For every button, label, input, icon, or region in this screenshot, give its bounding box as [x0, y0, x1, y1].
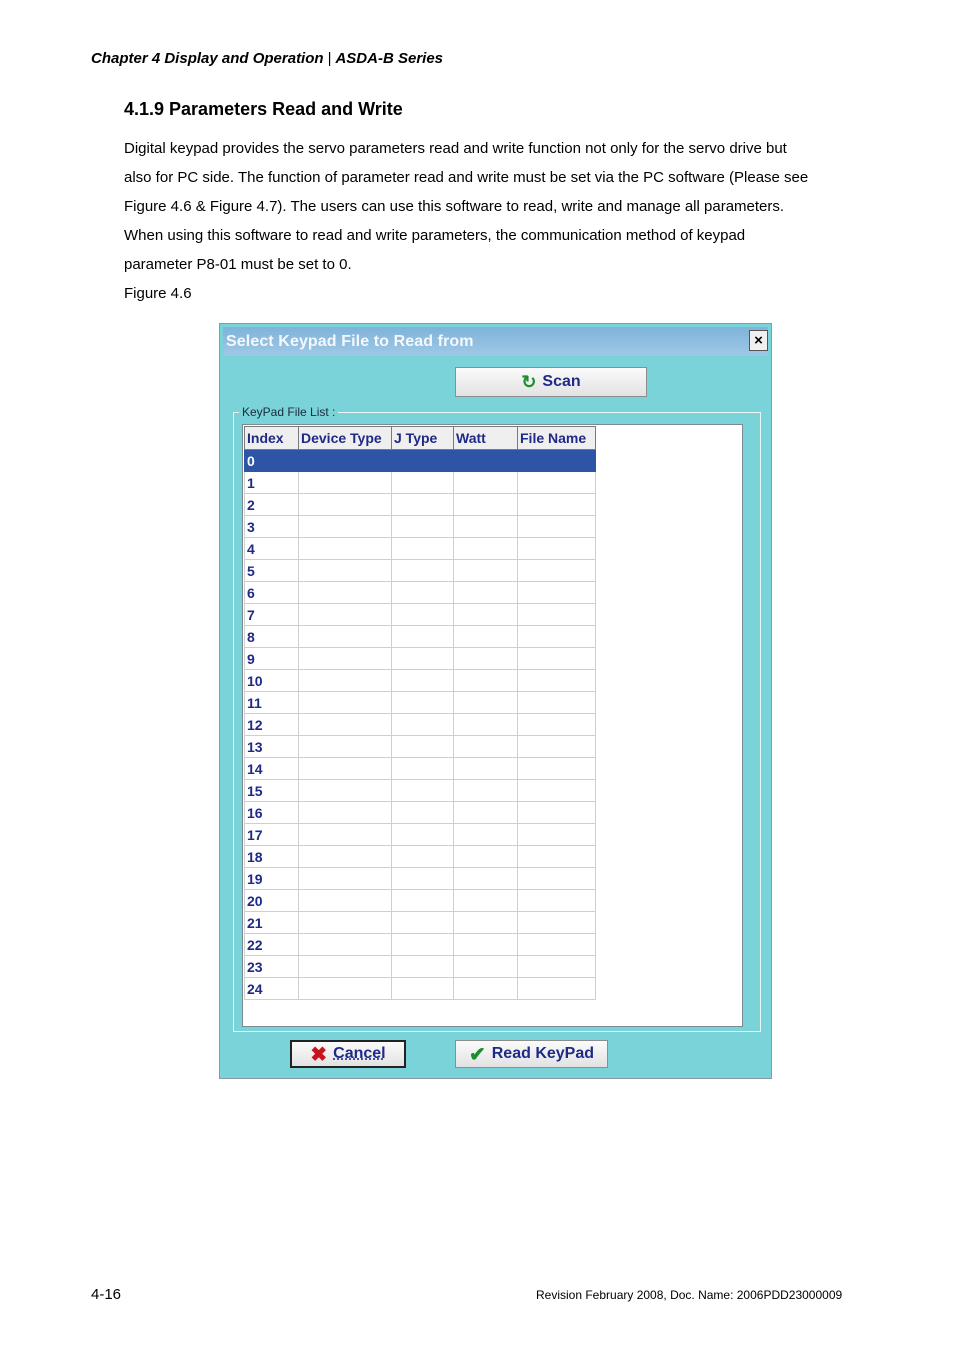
table-row[interactable] [245, 626, 596, 648]
row-cell [299, 670, 392, 692]
row-cell [392, 736, 454, 758]
dialog-title: Select Keypad File to Read from [226, 333, 474, 350]
row-cell [454, 582, 518, 604]
row-cell [299, 714, 392, 736]
table-row[interactable] [245, 868, 596, 890]
section-title: 4.1.9 Parameters Read and Write [124, 99, 403, 119]
table-row[interactable] [245, 670, 596, 692]
table-row[interactable] [245, 978, 596, 1000]
row-cell [299, 978, 392, 1000]
row-cell [392, 934, 454, 956]
x-icon: ✖ [310, 1043, 328, 1066]
row-cell [392, 956, 454, 978]
row-cell [518, 472, 596, 494]
row-cell [518, 912, 596, 934]
row-cell [454, 450, 518, 472]
table-row[interactable] [245, 934, 596, 956]
row-cell [454, 912, 518, 934]
row-index-cell: 8 [245, 626, 299, 648]
row-cell [299, 472, 392, 494]
table-row[interactable] [245, 802, 596, 824]
table-row[interactable] [245, 472, 596, 494]
row-cell [454, 670, 518, 692]
row-cell [454, 846, 518, 868]
row-cell [299, 692, 392, 714]
row-cell [454, 494, 518, 516]
row-cell [518, 494, 596, 516]
row-cell [392, 714, 454, 736]
row-cell [392, 626, 454, 648]
row-cell [518, 802, 596, 824]
row-cell [518, 868, 596, 890]
table-row[interactable] [245, 538, 596, 560]
table-row[interactable] [245, 648, 596, 670]
row-cell [299, 648, 392, 670]
row-cell [299, 824, 392, 846]
row-cell [518, 956, 596, 978]
row-index-cell: 17 [245, 824, 299, 846]
row-cell [454, 802, 518, 824]
row-index-cell: 11 [245, 692, 299, 714]
table-row[interactable] [245, 736, 596, 758]
row-cell [299, 868, 392, 890]
table-row[interactable] [245, 714, 596, 736]
column-header-j-type[interactable]: J Type [392, 427, 454, 450]
row-cell [518, 670, 596, 692]
row-cell [518, 582, 596, 604]
row-cell [454, 516, 518, 538]
row-cell [454, 692, 518, 714]
paragraph-line: parameter P8-01 must be set to 0. [124, 256, 352, 273]
row-cell [392, 538, 454, 560]
row-cell [518, 890, 596, 912]
row-cell [392, 868, 454, 890]
row-cell [392, 450, 454, 472]
row-index-cell: 16 [245, 802, 299, 824]
refresh-icon: ↻ [521, 371, 537, 392]
row-index-cell: 2 [245, 494, 299, 516]
table-row[interactable] [245, 560, 596, 582]
row-cell [392, 560, 454, 582]
scan-button[interactable] [455, 367, 647, 397]
row-index-cell: 18 [245, 846, 299, 868]
row-cell [299, 758, 392, 780]
page-number: 4-16 [91, 1286, 122, 1303]
row-cell [392, 516, 454, 538]
row-cell [299, 780, 392, 802]
table-row[interactable] [245, 890, 596, 912]
row-index-cell: 4 [245, 538, 299, 560]
row-cell [299, 846, 392, 868]
table-row[interactable] [245, 582, 596, 604]
read-keypad-label: Read KeyPad [491, 1045, 595, 1062]
row-cell [392, 472, 454, 494]
table-row[interactable] [245, 494, 596, 516]
paragraph-line: Figure 4.6 & Figure 4.7). The users can use this software to read, write and manage all parameters. [124, 198, 785, 215]
row-cell [518, 934, 596, 956]
row-index-cell: 0 [245, 450, 299, 472]
figure-label: Figure 4.6 [124, 285, 192, 302]
keypad-file-list[interactable] [242, 424, 743, 1027]
table-row[interactable] [245, 912, 596, 934]
scan-label: Scan [542, 373, 581, 390]
row-cell [518, 604, 596, 626]
select-keypad-file-dialog [219, 323, 772, 1079]
row-cell [392, 758, 454, 780]
row-cell [454, 780, 518, 802]
row-cell [518, 714, 596, 736]
table-row[interactable] [245, 450, 596, 472]
row-cell [518, 516, 596, 538]
row-index-cell: 3 [245, 516, 299, 538]
row-cell [454, 824, 518, 846]
row-cell [454, 538, 518, 560]
paragraph-line: When using this software to read and write parameters, the communication method of keypad [124, 227, 746, 244]
row-cell [392, 824, 454, 846]
row-cell [454, 890, 518, 912]
row-cell [518, 758, 596, 780]
table-row[interactable] [245, 604, 596, 626]
row-index-cell: 9 [245, 648, 299, 670]
table-row[interactable] [245, 516, 596, 538]
row-index-cell: 19 [245, 868, 299, 890]
row-cell [518, 824, 596, 846]
row-cell [299, 538, 392, 560]
row-index-cell: 22 [245, 934, 299, 956]
row-cell [392, 780, 454, 802]
close-button[interactable]: × [749, 330, 768, 351]
row-cell [392, 604, 454, 626]
row-cell [299, 934, 392, 956]
column-header-device-type[interactable]: Device Type [299, 427, 392, 450]
row-cell [392, 912, 454, 934]
row-index-cell: 24 [245, 978, 299, 1000]
row-cell [454, 736, 518, 758]
row-cell [299, 956, 392, 978]
section-paragraph [124, 134, 869, 279]
row-cell [454, 560, 518, 582]
table-row[interactable] [245, 846, 596, 868]
row-cell [299, 802, 392, 824]
header-separator: | [327, 50, 332, 67]
row-cell [518, 736, 596, 758]
row-cell [299, 890, 392, 912]
table-row[interactable] [245, 824, 596, 846]
paragraph-line: also for PC side. The function of parameter read and write must be set via the PC software (Please see [124, 169, 809, 186]
row-cell [454, 626, 518, 648]
checkmark-icon: ✔ [468, 1043, 486, 1066]
read-keypad-button[interactable] [455, 1040, 608, 1068]
row-cell [392, 802, 454, 824]
row-cell [518, 978, 596, 1000]
row-cell [299, 560, 392, 582]
keypad-file-list-label: KeyPad File List : [239, 405, 338, 419]
row-cell [299, 516, 392, 538]
row-cell [392, 670, 454, 692]
row-cell [518, 780, 596, 802]
paragraph-line: Digital keypad provides the servo parameters read and write function not only for the servo drive but [124, 140, 787, 157]
row-cell [518, 692, 596, 714]
row-cell [299, 582, 392, 604]
row-cell [518, 450, 596, 472]
page-header [91, 50, 443, 67]
cancel-label: Cancel [333, 1045, 386, 1062]
row-cell [299, 494, 392, 516]
column-header-index[interactable]: Index [245, 427, 299, 450]
row-cell [518, 560, 596, 582]
row-cell [299, 736, 392, 758]
row-cell [518, 648, 596, 670]
header-series: ASDA-B Series [335, 50, 444, 67]
row-index-cell: 23 [245, 956, 299, 978]
row-index-cell: 10 [245, 670, 299, 692]
row-cell [454, 758, 518, 780]
row-cell [454, 604, 518, 626]
column-header-file-name[interactable]: File Name [518, 427, 596, 450]
table-header-row [245, 427, 596, 450]
row-cell [454, 934, 518, 956]
column-header-watt[interactable]: Watt [454, 427, 518, 450]
row-cell [392, 890, 454, 912]
header-chapter: Chapter 4 Display and Operation [91, 50, 324, 67]
row-cell [454, 956, 518, 978]
table-row[interactable] [245, 758, 596, 780]
row-index-cell: 6 [245, 582, 299, 604]
row-index-cell: 7 [245, 604, 299, 626]
row-cell [392, 846, 454, 868]
row-cell [392, 494, 454, 516]
row-index-cell: 14 [245, 758, 299, 780]
row-cell [299, 912, 392, 934]
row-cell [299, 604, 392, 626]
row-index-cell: 5 [245, 560, 299, 582]
row-index-cell: 13 [245, 736, 299, 758]
row-cell [299, 450, 392, 472]
row-cell [518, 538, 596, 560]
row-index-cell: 1 [245, 472, 299, 494]
row-cell [392, 692, 454, 714]
row-cell [299, 626, 392, 648]
row-index-cell: 20 [245, 890, 299, 912]
revision-note: Revision February 2008, Doc. Name: 2006PDD23000009 [536, 1288, 843, 1302]
row-cell [454, 978, 518, 1000]
row-index-cell: 15 [245, 780, 299, 802]
cancel-button[interactable] [290, 1040, 406, 1068]
row-cell [454, 648, 518, 670]
table-row[interactable] [245, 956, 596, 978]
row-cell [392, 978, 454, 1000]
row-index-cell: 21 [245, 912, 299, 934]
row-cell [454, 868, 518, 890]
row-cell [454, 472, 518, 494]
row-cell [392, 582, 454, 604]
dialog-titlebar [223, 327, 768, 356]
row-cell [454, 714, 518, 736]
table-row[interactable] [245, 692, 596, 714]
table-row[interactable] [245, 780, 596, 802]
file-list-table [244, 426, 596, 1000]
row-cell [518, 846, 596, 868]
row-cell [392, 648, 454, 670]
row-cell [518, 626, 596, 648]
row-index-cell: 12 [245, 714, 299, 736]
